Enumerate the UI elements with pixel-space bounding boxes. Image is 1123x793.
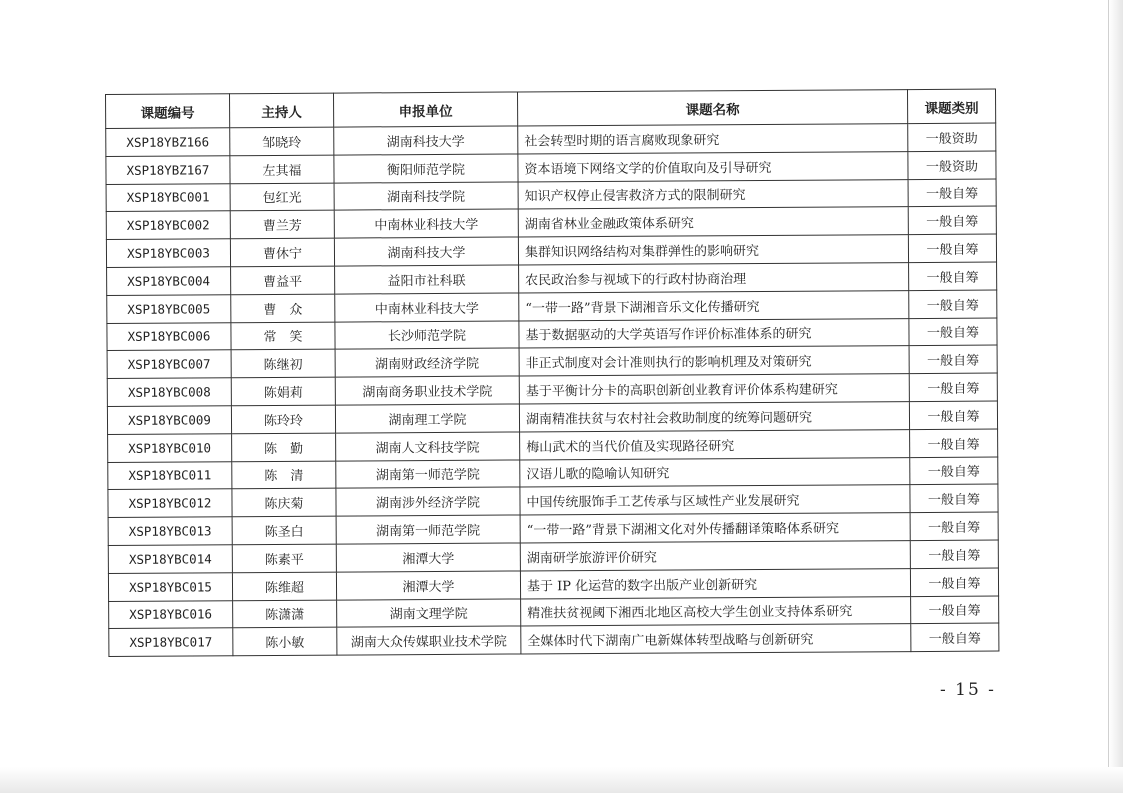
project-table-wrapper (105, 89, 999, 658)
cell-category: 一般自筹 (910, 457, 998, 485)
cell-code: XSP18YBZ166 (106, 128, 230, 157)
cell-code: XSP18YBC014 (108, 545, 232, 574)
cell-title: 集群知识网络结构对集群弹性的影响研究 (518, 235, 908, 265)
cell-unit: 湖南第一师范学院 (336, 515, 520, 544)
cell-unit: 湖南科技学院 (334, 182, 518, 211)
cell-code: XSP18YBC013 (108, 517, 232, 546)
cell-title: 汉语儿歌的隐喻认知研究 (520, 457, 910, 487)
header-title: 课题名称 (517, 90, 907, 126)
cell-title: 湖南精准扶贫与农村社会救助制度的统筹问题研究 (519, 402, 909, 432)
cell-host: 陈素平 (232, 544, 336, 572)
cell-title: 知识产权停止侵害救济方式的限制研究 (518, 179, 908, 209)
cell-title: 社会转型时期的语言腐败现象研究 (518, 124, 908, 154)
cell-unit: 湖南大众传媒职业技术学院 (337, 626, 521, 655)
cell-title: “一带一路”背景下湖湘文化对外传播翻译策略体系研究 (520, 513, 910, 543)
cell-host: 陈圣白 (232, 516, 336, 544)
cell-code: XSP18YBC008 (107, 378, 231, 407)
cell-unit: 中南林业科技大学 (334, 209, 518, 238)
cell-title: 非正式制度对会计准则执行的影响机理及对策研究 (519, 346, 909, 376)
cell-code: XSP18YBC006 (107, 322, 231, 351)
cell-unit: 益阳市社科联 (335, 265, 519, 294)
cell-unit: 长沙师范学院 (335, 321, 519, 350)
cell-code: XSP18YBC004 (107, 267, 231, 296)
table-row (109, 623, 999, 656)
scan-shade-bottom (0, 767, 1123, 793)
cell-code: XSP18YBC017 (109, 628, 233, 657)
header-unit: 申报单位 (333, 92, 517, 127)
cell-title: 资本语境下网络文学的价值取向及引导研究 (518, 151, 908, 181)
cell-host: 左其福 (230, 155, 334, 183)
table-body (106, 123, 999, 657)
cell-category: 一般自筹 (909, 290, 997, 318)
cell-unit: 湘潭大学 (336, 543, 520, 572)
header-host: 主持人 (230, 93, 334, 128)
cell-host: 陈玲玲 (231, 405, 335, 433)
cell-title: 中国传统服饰手工艺传承与区域性产业发展研究 (520, 485, 910, 515)
cell-host: 曹兰芳 (230, 210, 334, 238)
cell-category: 一般自筹 (908, 234, 996, 262)
cell-host: 常 笑 (231, 322, 335, 350)
cell-title: 基于 IP 化运营的数字出版产业创新研究 (520, 568, 910, 598)
cell-host: 陈 清 (232, 461, 336, 489)
cell-category: 一般自筹 (911, 596, 999, 624)
cell-category: 一般自筹 (911, 623, 999, 651)
cell-host: 陈庆菊 (232, 488, 336, 516)
cell-unit: 湖南财政经济学院 (335, 348, 519, 377)
cell-title: 农民政治参与视域下的行政村协商治理 (519, 263, 909, 293)
cell-code: XSP18YBC001 (106, 183, 230, 212)
cell-unit: 中南林业科技大学 (335, 293, 519, 322)
cell-category: 一般资助 (908, 151, 996, 179)
cell-host: 曹益平 (231, 266, 335, 294)
cell-category: 一般自筹 (908, 179, 996, 207)
cell-code: XSP18YBZ167 (106, 156, 230, 185)
cell-title: 基于数据驱动的大学英语写作评价标准体系的研究 (519, 318, 909, 348)
cell-title: 精准扶贫视阈下湘西北地区高校大学生创业支持体系研究 (521, 596, 911, 626)
cell-title: 湖南研学旅游评价研究 (520, 541, 910, 571)
cell-unit: 湖南人文科技学院 (336, 432, 520, 461)
cell-code: XSP18YBC009 (107, 406, 231, 435)
cell-category: 一般自筹 (909, 318, 997, 346)
cell-host: 邹晓玲 (230, 127, 334, 155)
cell-code: XSP18YBC007 (107, 350, 231, 379)
cell-host: 陈娟莉 (231, 377, 335, 405)
cell-unit: 湖南商务职业技术学院 (335, 376, 519, 405)
header-code: 课题编号 (106, 94, 230, 129)
cell-unit: 湘潭大学 (336, 571, 520, 600)
cell-code: XSP18YBC011 (108, 461, 232, 490)
cell-host: 包红光 (230, 183, 334, 211)
cell-category: 一般自筹 (910, 512, 998, 540)
cell-host: 陈潇潇 (233, 600, 337, 628)
header-category: 课题类别 (907, 89, 995, 124)
cell-unit: 湖南文理学院 (337, 599, 521, 628)
cell-code: XSP18YBC015 (108, 572, 232, 601)
cell-unit: 湖南理工学院 (335, 404, 519, 433)
cell-title: 湖南省林业金融政策体系研究 (518, 207, 908, 237)
cell-host: 陈维超 (232, 572, 336, 600)
cell-category: 一般自筹 (909, 262, 997, 290)
scan-shade-right (1109, 0, 1123, 793)
cell-title: “一带一路”背景下湖湘音乐文化传播研究 (519, 290, 909, 320)
cell-unit: 湖南第一师范学院 (336, 460, 520, 489)
cell-host: 曹休宁 (230, 238, 334, 266)
cell-code: XSP18YBC012 (108, 489, 232, 518)
cell-host: 曹 众 (231, 294, 335, 322)
cell-unit: 衡阳师范学院 (334, 154, 518, 183)
cell-code: XSP18YBC003 (106, 239, 230, 268)
project-table (105, 89, 999, 658)
cell-category: 一般自筹 (909, 345, 997, 373)
cell-category: 一般自筹 (910, 429, 998, 457)
cell-unit: 湖南科技大学 (334, 126, 518, 155)
cell-unit: 湖南涉外经济学院 (336, 487, 520, 516)
cell-category: 一般资助 (908, 123, 996, 151)
cell-code: XSP18YBC002 (106, 211, 230, 240)
cell-title: 梅山武术的当代价值及实现路径研究 (520, 429, 910, 459)
cell-category: 一般自筹 (908, 206, 996, 234)
cell-category: 一般自筹 (910, 540, 998, 568)
cell-host: 陈 勤 (232, 433, 336, 461)
cell-host: 陈继初 (231, 349, 335, 377)
cell-code: XSP18YBC016 (109, 600, 233, 629)
cell-category: 一般自筹 (910, 568, 998, 596)
cell-title: 全媒体时代下湖南广电新媒体转型战略与创新研究 (521, 624, 911, 654)
cell-category: 一般自筹 (909, 401, 997, 429)
cell-title: 基于平衡计分卡的高职创新创业教育评价体系构建研究 (519, 374, 909, 404)
table-header-row (106, 89, 996, 128)
cell-host: 陈小敏 (233, 627, 337, 655)
cell-code: XSP18YBC010 (108, 433, 232, 462)
cell-code: XSP18YBC005 (107, 295, 231, 324)
cell-unit: 湖南科技大学 (334, 237, 518, 266)
cell-category: 一般自筹 (909, 373, 997, 401)
page-number: - 15 - (940, 680, 996, 700)
cell-category: 一般自筹 (910, 484, 998, 512)
